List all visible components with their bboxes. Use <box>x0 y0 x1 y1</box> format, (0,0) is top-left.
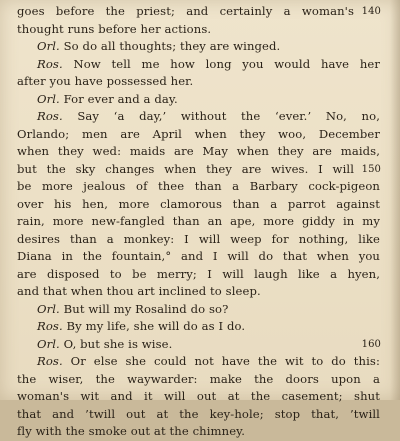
text-line: Orlando; men are April when they woo, December <box>17 126 380 141</box>
text-line: are disposed to be merry; I will laugh like a hyen, <box>17 266 380 281</box>
text-line: Diana in the fountain,° and I will do that when you <box>17 249 380 263</box>
text-line: but the sky changes when they are wives. I will 150 <box>17 161 380 179</box>
text-line: over his hen, more clamorous than a parrot against <box>17 196 380 211</box>
speaker-name: Orl. <box>37 336 60 351</box>
dialogue-line: Ros. By my life, she will do as I do. <box>37 319 246 333</box>
speaker-name: Orl. <box>37 39 60 53</box>
text-line: that and ’twill out at the key-hole; stop that, ’twill <box>17 406 380 421</box>
speaker-name: Orl. <box>37 301 60 316</box>
text-line: desires than a monkey: I will weep for nothing, like <box>17 231 380 246</box>
dialogue-line: Ros. Or else she could not have the wit to do this: <box>37 354 380 368</box>
text-line: when they wed: maids are May when they are maids, <box>17 144 380 158</box>
line-number: 140 <box>361 6 381 17</box>
dialogue-line: Orl. So do all thoughts; they are winged. <box>37 39 281 53</box>
dialogue-line: Orl. But will my Rosalind do so? <box>37 301 229 316</box>
dialogue-line: Ros. Say ‘a day,’ without the ‘ever.’ No, no, <box>37 109 380 123</box>
speaker-name: Ros. <box>37 319 63 333</box>
text-line: rain, more new-fangled than an ape, more giddy in my <box>17 214 380 228</box>
dialogue-line: Ros. Now tell me how long you would have her <box>37 56 381 71</box>
text-line: woman's wit and it will out at the casement; shut <box>17 389 380 403</box>
dialogue-line: Orl. For ever and a day. <box>37 91 178 106</box>
text-line: fly with the smoke out at the chimney. <box>17 424 246 438</box>
text-line: and that when thou art inclined to sleep. <box>17 284 261 298</box>
speaker-name: Ros. <box>37 56 63 71</box>
speaker-name: Orl. <box>37 91 60 106</box>
text-line: be more jealous of thee than a Barbary cock-pigeon <box>17 179 380 193</box>
line-number: 150 <box>361 163 381 175</box>
text-line: the wiser, the waywarder: make the doors upon a <box>17 371 380 386</box>
speaker-name: Ros. <box>37 354 63 368</box>
play-text <box>17 3 380 441</box>
text-line: thought runs before her actions. <box>17 21 212 36</box>
dialogue-line: Orl. O, but she is wise. 160 <box>17 336 380 354</box>
text-line: goes before the priest; and certainly a woman's 140 <box>17 3 380 21</box>
line-number: 160 <box>361 338 381 350</box>
text-line: after you have possessed her. <box>17 74 194 88</box>
speaker-name: Ros. <box>37 109 63 123</box>
